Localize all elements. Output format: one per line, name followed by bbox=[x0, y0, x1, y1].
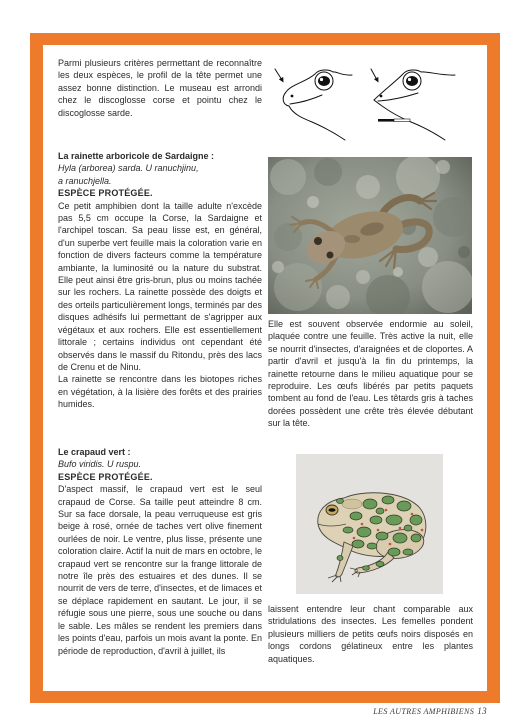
toad-spot bbox=[376, 508, 384, 514]
eye-highlight bbox=[408, 78, 411, 81]
scale-bar-dark-segment bbox=[378, 119, 394, 122]
head-profiles-illustration bbox=[266, 56, 472, 148]
rock-texture-blotch bbox=[356, 270, 370, 284]
body-paragraph: laissent entendre leur chant comparable aux stridulations des insectes. Les femelles pondent plusieurs milliers de petits œufs noirs disposés en longs cordons gélatineux entre les plantes aquatiques. bbox=[268, 604, 473, 664]
rock-texture-blotch bbox=[314, 158, 342, 186]
rock-texture-blotch bbox=[433, 197, 472, 237]
body-paragraph: D'aspect massif, le crapaud vert est le seul crapaud de Corse. Sa taille peut atteindre 8 cm. Sur sa face dorsale, la peau verruqueuse est gris beige à rosé, ornée de taches vert olive finement ourlées de noir. Le ventre, plus lisse, présente une coloration claire. Actif la nuit de mars en octobre, le crapaud vert se rencontre sur la frange littorale de notre île près des estuaires et des dunes. Il se nourrit de vers de terre, d'insectes, et de limaces et se déplace rapidement en sautant. Le jour, il se réfugie sous une pierre, sous une souche ou dans le sable. Les mâles se rendent les premiers dans les points d'eau, parfois un mois avant la ponte. En période de reproduction, d'avril à juillet, ils bbox=[58, 484, 262, 656]
tree-frog-section bbox=[58, 150, 262, 411]
rock-texture-blotch bbox=[422, 261, 472, 313]
toad-spot bbox=[357, 527, 371, 537]
pupil bbox=[406, 76, 418, 86]
toad-spot bbox=[397, 501, 411, 511]
toad-spot bbox=[370, 516, 382, 524]
running-title: LES AUTRES AMPHIBIENS bbox=[373, 707, 475, 716]
rock-texture-blotch bbox=[356, 175, 380, 199]
jaw-outline bbox=[289, 106, 345, 140]
body-paragraph: Ce petit amphibien dont la taille adulte n'excède pas 5,5 cm occupe la Corse, la Sardaigne et l'archipel toscan. Sa peau lisse est, en général, d'un superbe vert feuille mais la coloration varie en fonction de divers facteurs comme la température ambiante, la luminosité ou la nature du substrat. Elle peut ainsi être gris-brun, plus ou moins tachée sur les rochers. La rainette possède des doigts et des orteils particulièrement longs, terminés par des disques adhésifs lui permettant de s'agripper aux végétaux et aux rochers. Elle est essentiellement littorale ; certains individus ont cependant été observés dans le massif du Ritondu, près des lacs de Crenu et de Ninu. bbox=[58, 200, 262, 372]
toad-spot bbox=[376, 562, 384, 567]
page-footer bbox=[373, 706, 487, 716]
rock-texture-blotch bbox=[307, 196, 319, 208]
green-toad-section bbox=[58, 446, 262, 657]
toad-spot bbox=[410, 515, 422, 525]
toad-wart bbox=[361, 523, 364, 526]
toad-wart bbox=[389, 543, 392, 546]
toad-wart bbox=[421, 529, 424, 532]
protection-status: ESPÈCE PROTÉGÉE. bbox=[58, 471, 153, 482]
pupil bbox=[318, 76, 330, 86]
section-title: La rainette arboricole de Sardaigne : bbox=[58, 151, 215, 161]
rock-texture-blotch bbox=[272, 261, 284, 273]
scale-bar-light-segment bbox=[394, 119, 410, 122]
rock-texture-blotch bbox=[436, 160, 450, 174]
pointed-snout-head-drawing bbox=[371, 69, 455, 140]
toad-wart bbox=[353, 537, 356, 540]
toad-wart bbox=[399, 527, 402, 530]
body-paragraph: Elle est souvent observée endormie au soleil, plaquée contre une feuille. Très active la nuit, elle se nourrit d'insectes, d'araignées et de cloportes. A partir d'avril et jusqu'à la fin du printemps, la rainette retourne dans le milieu aquatique pour se reproduire. Les œufs libérés par petits paquets tombent au fond de l'eau. Les têtards gris à taches dorées possèdent une crête très élevée débutant sur la tête. bbox=[268, 319, 473, 429]
rock-texture-blotch bbox=[326, 285, 350, 309]
toad-spot bbox=[337, 556, 343, 561]
toad-spot bbox=[367, 543, 377, 549]
pupil bbox=[329, 508, 336, 512]
scale-bar bbox=[378, 119, 410, 122]
toad-spot bbox=[393, 533, 407, 543]
toad-spot bbox=[404, 525, 412, 531]
mouth-line bbox=[290, 95, 322, 104]
protection-status: ESPÈCE PROTÉGÉE. bbox=[58, 188, 153, 199]
nostril bbox=[380, 95, 382, 97]
tree-frog-photo bbox=[268, 157, 472, 314]
toad-spot bbox=[337, 499, 344, 504]
rounded-snout-head-drawing bbox=[275, 69, 352, 140]
local-name-line: a ranuchjella. bbox=[58, 175, 112, 186]
page-number: 13 bbox=[477, 706, 487, 716]
rock-texture-blotch bbox=[458, 246, 470, 258]
eye-icon bbox=[314, 237, 322, 245]
toad-spot bbox=[386, 515, 402, 525]
toad-spot bbox=[382, 496, 394, 504]
toad-spot bbox=[411, 534, 421, 542]
body-marking bbox=[344, 235, 360, 243]
rock-texture-blotch bbox=[270, 159, 306, 195]
toad-spot bbox=[388, 548, 400, 556]
toad-wart bbox=[385, 509, 388, 512]
intro-paragraph: Parmi plusieurs critères permettant de reconnaître les deux espèces, le profil de la tête permet une assez bonne distinction. Le museau est arrondi chez le discoglosse corse et pointu chez le discoglosse sarde. bbox=[58, 58, 262, 118]
toad-wart bbox=[411, 513, 414, 516]
toad-spot bbox=[363, 566, 370, 570]
toad-spot bbox=[343, 527, 353, 533]
nostril bbox=[291, 95, 293, 97]
section-title: Le crapaud vert : bbox=[58, 447, 131, 457]
toad-spot bbox=[376, 532, 388, 540]
toad-spot bbox=[352, 540, 364, 548]
green-toad-continued-text bbox=[268, 603, 473, 665]
green-toad-illustration bbox=[296, 454, 443, 594]
mouth-line bbox=[378, 93, 418, 101]
intro-text-block bbox=[58, 57, 262, 119]
scientific-name-line: Hyla (arborea) sarda. U ranuchjinu, bbox=[58, 163, 199, 174]
tree-frog-continued-text bbox=[268, 318, 473, 430]
body-paragraph: La rainette se rencontre dans les biotopes riches en végétation, à la lisière des forêts et des prairies humides. bbox=[58, 374, 262, 410]
toad-spot bbox=[350, 512, 362, 520]
eye-icon bbox=[327, 252, 334, 259]
parotoid-gland bbox=[342, 499, 362, 509]
rock-texture-blotch bbox=[418, 247, 438, 267]
eye-highlight bbox=[320, 78, 323, 81]
toad-wart bbox=[377, 529, 380, 532]
scientific-name-line: Bufo viridis. U ruspu. bbox=[58, 459, 142, 470]
toad-spot bbox=[403, 549, 413, 555]
toad-spot bbox=[363, 499, 377, 509]
